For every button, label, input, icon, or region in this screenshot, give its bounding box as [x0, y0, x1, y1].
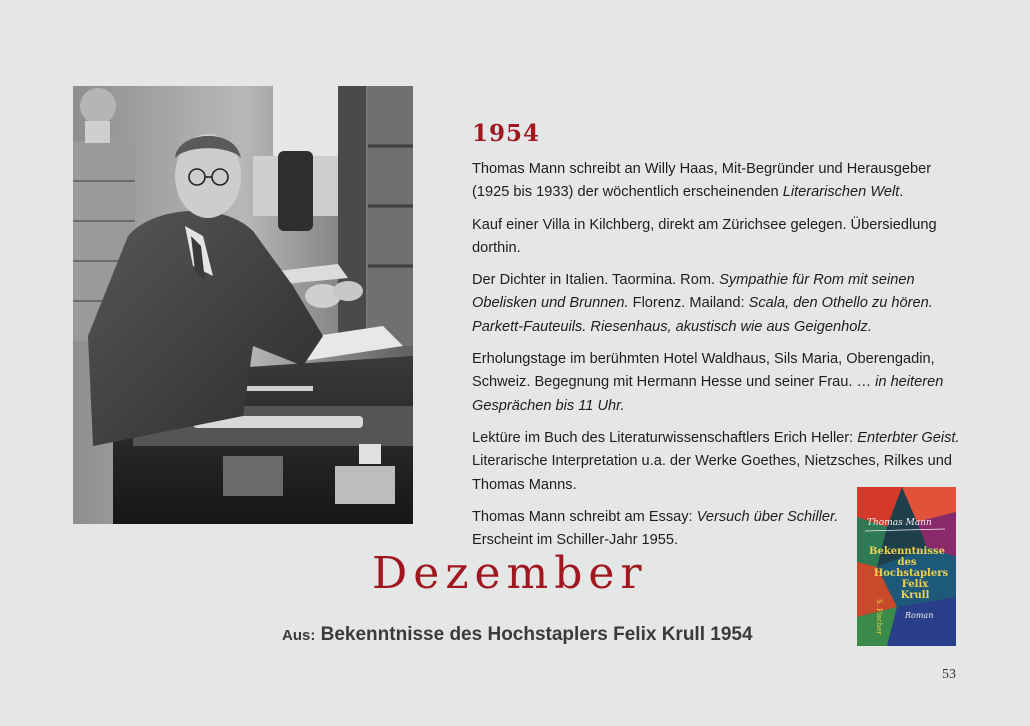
cover-title-line: Felix	[901, 579, 929, 590]
italic-quote: Versuch über Schiller.	[696, 508, 839, 525]
cover-genre: Roman	[905, 611, 934, 620]
text-run: Kauf einer Villa in Kilchberg, direkt am Zürichsee gelegen. Übersiedlung dorthin.	[472, 216, 937, 256]
text-run: Der Dichter in Italien. Taormina. Rom.	[472, 272, 720, 289]
text-run: Florenz. Mailand:	[628, 295, 749, 312]
italic-quote: Sympathie für Rom mit seinen Obelisken und Brunnen.	[472, 272, 915, 312]
page-number: 53	[942, 667, 956, 682]
cover-signature: Thomas Mann	[867, 518, 932, 528]
text-run: Literarische Interpretation u.a. der Werke Goethes, Nietzsches, Rilkes und Thomas Manns.	[472, 453, 952, 493]
entry-paragraph	[472, 158, 962, 205]
text-run: Lektüre im Buch des Literaturwissenschaftlers Erich Heller:	[472, 429, 858, 446]
italic-quote: Enterbter Geist.	[857, 429, 960, 446]
entry-paragraph	[472, 269, 962, 339]
source-prefix: Aus:	[282, 627, 316, 644]
source-line	[282, 624, 753, 646]
source-title: Bekenntnisse des Hochstaplers Felix Krull 1954	[320, 624, 753, 645]
cover-publisher: S. Fischer	[875, 599, 883, 635]
year-heading: 1954	[472, 120, 541, 147]
italic-quote: Scala, den Othello zu hören. Parkett-Fauteuils. Riesenhaus, akustisch wie aus Geigenholz.	[472, 295, 933, 335]
entry-paragraph	[472, 348, 962, 418]
text-run: Erholungstage im berühmten Hotel Waldhaus, Sils Maria, Oberengadin, Schweiz. Begegnung mit Hermann Hesse und seiner Frau. …	[472, 351, 935, 391]
cover-title-line: des	[897, 557, 917, 568]
portrait-photo	[73, 86, 413, 524]
cover-title-line: Hochstaplers	[873, 568, 949, 579]
cover-title-line: Krull	[900, 590, 930, 601]
text-run: .	[899, 184, 904, 201]
text-run: Thomas Mann schreibt am Essay:	[472, 508, 697, 525]
book-cover	[857, 487, 956, 646]
italic-quote: in heiteren Gesprächen bis 11 Uhr.	[472, 374, 944, 414]
text-run: Erscheint im Schiller-Jahr 1955.	[472, 532, 679, 549]
text-run: Thomas Mann schreibt an Willy Haas, Mit-Begründer und Herausgeber (1925 bis 1933) der wöchentlich erscheinenden	[472, 161, 932, 201]
cover-title-line: Bekenntnisse	[869, 546, 945, 557]
entry-paragraph	[472, 214, 962, 261]
italic-quote: Literarischen Welt	[782, 184, 900, 201]
month-title: Dezember	[372, 548, 648, 599]
